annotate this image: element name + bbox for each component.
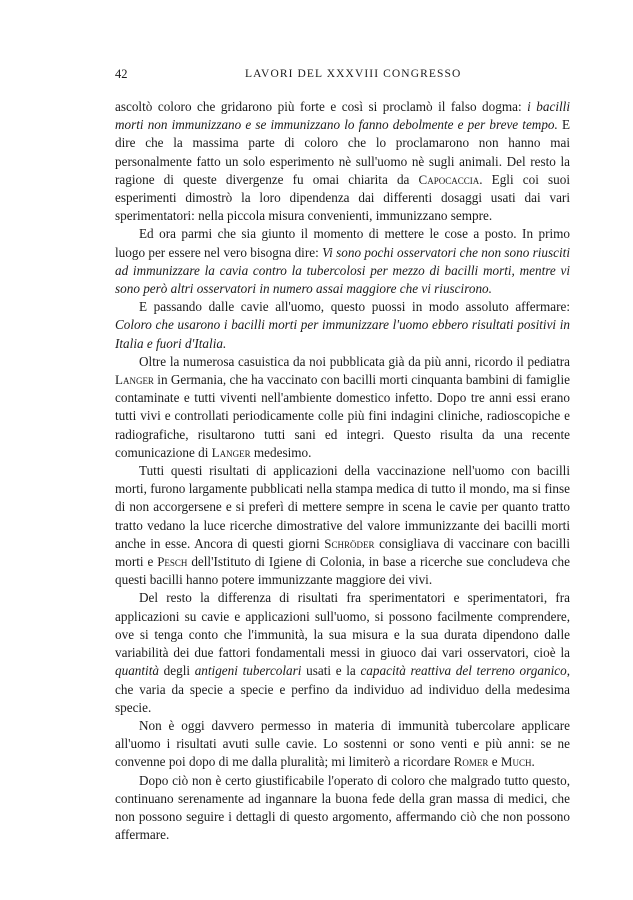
- author-name: Capocaccia: [418, 171, 480, 187]
- text-run: , che varia da specie a specie e perfino da individuo ad individuo della medesima specie.: [115, 663, 570, 715]
- paragraph: [115, 589, 570, 716]
- text-run: in Germania, che ha vaccinato con bacilli morti cinquanta bambini di famiglie contaminate e tutti viventi nell'ambiente domestico infetto. Dopo tre anni essi erano tutti vivi e controllati periodicamente colle più fini indagini cliniche, radioscopiche e radiografiche, risultarono tutti sani ed integri. Questo risulta da una recente comunicazione di: [115, 372, 570, 460]
- text-run: Ed ora parmi che sia giunto il momento di mettere le cose a posto. In primo luogo per essere nel vero bisogna dire:: [115, 226, 570, 260]
- italic-text: i bacilli morti non immunizzano e se immunizzano lo fanno debolmente e per breve tempo.: [115, 99, 570, 133]
- body-text: [115, 98, 570, 844]
- author-name: Langer: [211, 444, 251, 460]
- text-run: Del resto la differenza di risultati fra sperimentatori e sperimentatori, fra applicazioni su cavie e applicazioni sull'uomo, si possono facilmente comprendere, ove si tenga conto che l'immunità, la sua misura e la sua durata dipendono dalle variabilità dei due fattori fondamentali messi in giuoco dai vari osservatori, cioè la: [115, 590, 570, 661]
- italic-text: quantità: [115, 663, 159, 679]
- author-name: Romer: [453, 754, 489, 770]
- paragraph: [115, 462, 570, 589]
- paragraph: [115, 353, 570, 462]
- text-run: e: [488, 754, 501, 770]
- text-run: E dire che la massima parte di coloro che lo proclamarono non hanno mai personalmente fatto un solo esperimento nè sull'uomo nè sugli animali. Del resto la ragione di queste divergenze fu omai chiarita da: [115, 117, 570, 187]
- page-number: 42: [115, 67, 128, 81]
- running-title: LAVORI DEL XXXVIII CONGRESSO: [245, 68, 462, 80]
- text-run: degli: [158, 663, 195, 679]
- paragraph: [115, 772, 570, 845]
- paragraph: [115, 98, 570, 225]
- italic-text: antigeni tubercolari: [194, 663, 302, 679]
- author-name: Pesch: [157, 554, 188, 570]
- text-run: Dopo ciò non è certo giustificabile l'operato di coloro che malgrado tutto questo, continuano serenamente ad ingannare la buona fede della gran massa di medici, che non possono seguire i dettagli di questo argomento, affermando ciò che non possono affermare.: [115, 772, 570, 843]
- text-run: Tutti questi risultati di applicazioni della vaccinazione nell'uomo con bacilli morti, furono largamente pubblicati nella stampa medica di tutto il mondo, ma si finse di non accorgersene e si preferì di mettere sempre in scena le cavie per quanto tratto tratto vedano la luce ricerche dimostrative del valore immunizzante dei bacilli morti anche in esse. Ancora di questi giorni: [115, 463, 570, 551]
- italic-text: Vi sono pochi osservatori che non sono riusciti ad immunizzare la cavia contro la tubercolosi per mezzo di bacilli morti, mentre vi sono però altri osservatori in numero assai maggiore che vi riuscirono.: [115, 244, 570, 297]
- author-name: Schröder: [324, 535, 375, 551]
- text-run: Oltre la numerosa casuistica da noi pubblicata già da più anni, ricordo il pediatra: [139, 353, 570, 369]
- text-run: E passando dalle cavie all'uomo, questo puossi in modo assoluto affermare:: [139, 299, 570, 315]
- italic-text: Coloro che usarono i bacilli morti per immunizzare l'uomo ebbero risultati positivi in Italia e fuori d'Italia.: [115, 317, 570, 351]
- author-name: Langer: [115, 372, 154, 388]
- text-run: dell'Istituto di Igiene di Colonia, in base a ricerche sue concludeva che questi bacilli hanno potere immunizzante maggiore dei vivi.: [115, 554, 570, 588]
- paragraph: [115, 717, 570, 772]
- author-name: Much: [500, 754, 532, 770]
- text-run: consigliava di vaccinare con bacilli morti e: [115, 535, 570, 570]
- paragraph: [115, 298, 570, 353]
- italic-text: capacità reattiva del terreno organico: [360, 663, 567, 679]
- text-run: medesimo.: [250, 444, 312, 460]
- running-header: [115, 64, 570, 84]
- text-run: ascoltò coloro che gridarono più forte e così si proclamò il falso dogma:: [115, 99, 528, 114]
- paragraph: [115, 225, 570, 298]
- text-run: . Egli coi suoi esperimenti dimostrò la loro dipendenza dai differenti dosaggi usati dai vari sperimentatori: nella piccola misura convenienti, immunizzano sempre.: [115, 171, 570, 224]
- text-run: usati e la: [301, 663, 361, 679]
- text-run: .: [531, 754, 535, 770]
- text-run: Non è oggi davvero permesso in materia di immunità tubercolare applicare all'uomo i risultati avuti sulle cavie. Lo sostenni or sono venti e più anni: se ne convenne poi dopo di me dalla pluralità; mi limiterò a ricordare: [115, 717, 570, 770]
